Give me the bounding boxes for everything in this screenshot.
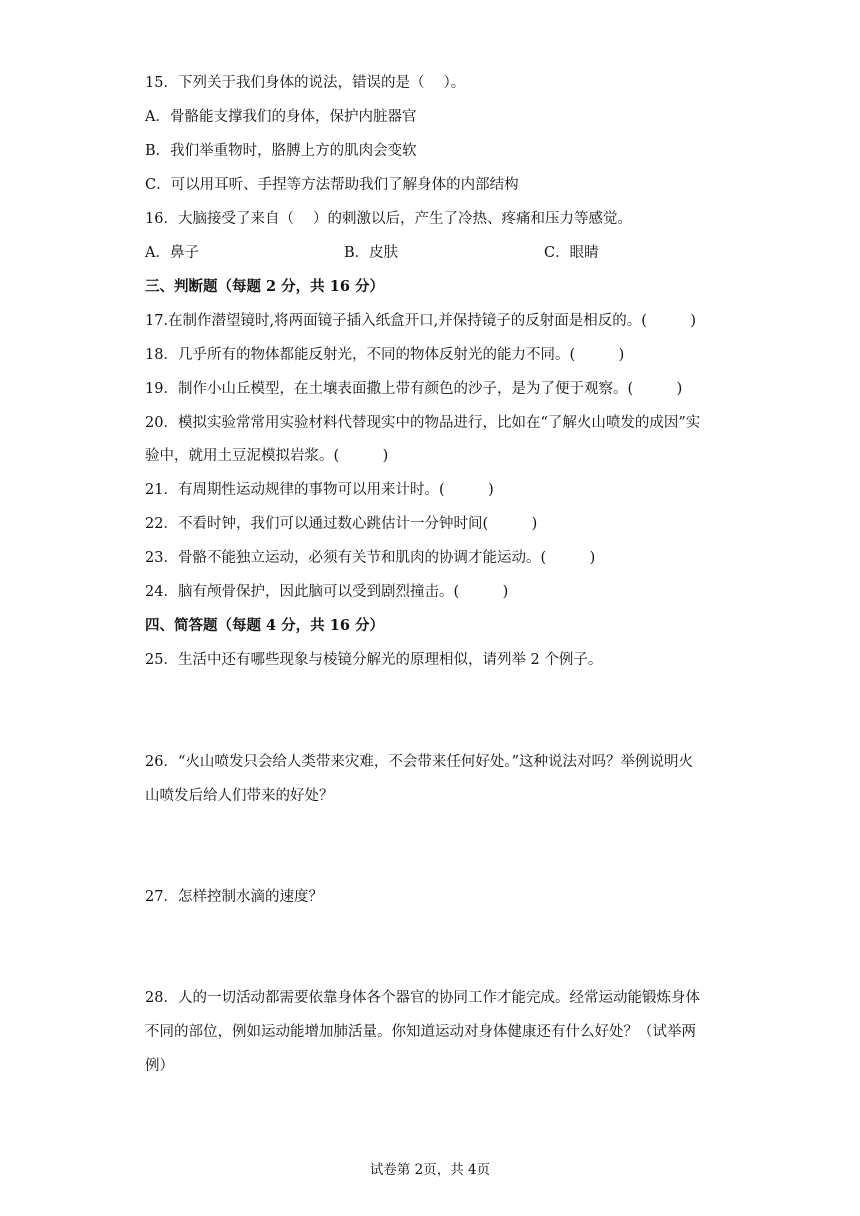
question-16-option-a: A．鼻子 — [145, 245, 199, 261]
question-16-options — [145, 243, 745, 263]
page-number-footer: 试卷第 2页，共 4页 — [369, 1162, 491, 1178]
question-20-line-2: 验中，就用土豆泥模拟岩浆。( ) — [145, 448, 389, 464]
question-28-line-3: 例） — [145, 1058, 174, 1074]
question-28-line-1: 28．人的一切活动都需要依靠身体各个器官的协同工作才能完成。经常运动能锻炼身体 — [145, 990, 700, 1006]
question-15-option-a: A．骨骼能支撑我们的身体，保护内脏器官 — [145, 109, 417, 125]
question-17: 17.在制作潜望镜时,将两面镜子插入纸盒开口,并保持镜子的反射面是相反的。( ) — [145, 313, 697, 329]
question-16-option-c: C．眼睛 — [544, 245, 599, 261]
section-4-heading: 四、简答题（每题 4 分，共 16 分） — [145, 617, 384, 634]
question-15-option-c: C．可以用耳听、手捏等方法帮助我们了解身体的内部结构 — [145, 177, 519, 193]
question-28-line-2: 不同的部位，例如运动能增加肺活量。你知道运动对身体健康还有什么好处？（试举两 — [145, 1024, 696, 1040]
question-16-option-b: B．皮肤 — [344, 245, 399, 261]
question-22: 22．不看时钟，我们可以通过数心跳估计一分钟时间( ) — [145, 516, 538, 532]
section-3-heading: 三、判断题（每题 2 分，共 16 分） — [145, 278, 384, 295]
question-27: 27．怎样控制水滴的速度？ — [145, 889, 323, 905]
question-26-line-1: 26．“火山喷发只会给人类带来灾难，不会带来任何好处。”这种说法对吗？举例说明火 — [145, 754, 694, 770]
question-24: 24．脑有颅骨保护，因此脑可以受到剧烈撞击。( ) — [145, 584, 509, 600]
question-26-line-2: 山喷发后给人们带来的好处？ — [145, 788, 334, 804]
question-16-stem: 16．大脑接受了来自（ ）的刺激以后，产生了冷热、疼痛和压力等感觉。 — [145, 211, 633, 227]
question-23: 23．骨骼不能独立运动，必须有关节和肌肉的协调才能运动。( ) — [145, 550, 596, 566]
question-18: 18．几乎所有的物体都能反射光，不同的物体反射光的能力不同。( ) — [145, 347, 625, 363]
question-15-option-b: B．我们举重物时，胳膊上方的肌肉会变软 — [145, 143, 417, 159]
question-25: 25．生活中还有哪些现象与棱镜分解光的原理相似，请列举 2 个例子。 — [145, 652, 603, 668]
question-19: 19．制作小山丘模型，在土壤表面撒上带有颜色的沙子，是为了便于观察。( ) — [145, 381, 683, 397]
question-21: 21．有周期性运动规律的事物可以用来计时。( ) — [145, 482, 494, 498]
question-15-stem: 15．下列关于我们身体的说法，错误的是（ ）。 — [145, 75, 466, 91]
question-20-line-1: 20．模拟实验常常用实验材料代替现实中的物品进行，比如在“了解火山喷发的成因”实 — [145, 415, 701, 431]
